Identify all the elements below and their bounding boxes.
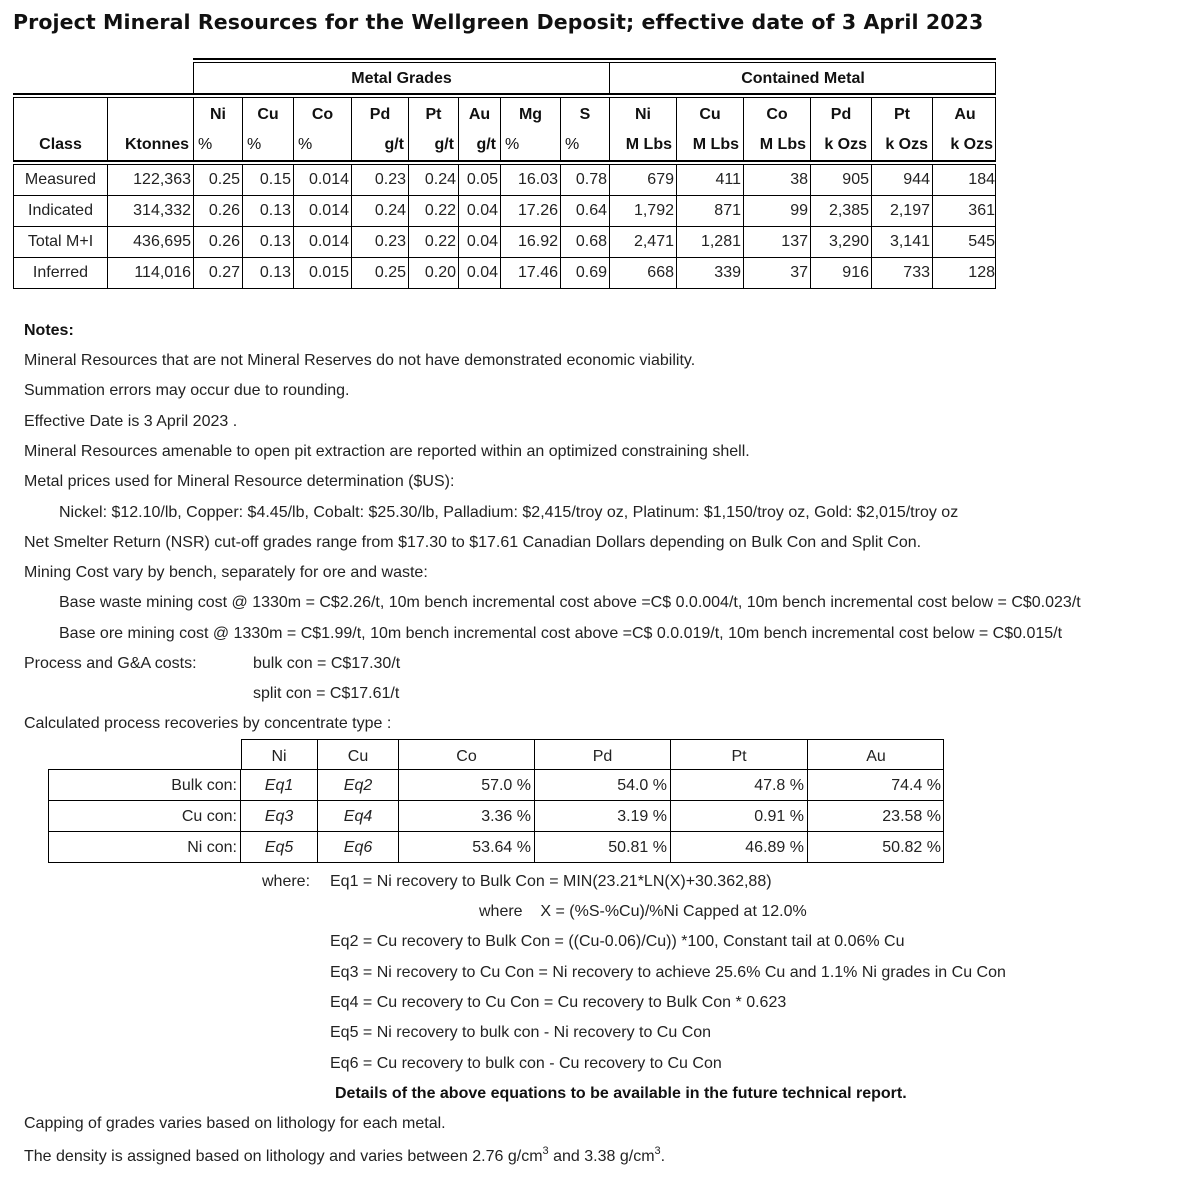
recovery-value: 53.64 % bbox=[399, 832, 535, 862]
column-header bbox=[610, 98, 677, 160]
page-title: Project Mineral Resources for the Wellgreen Deposit; effective date of 3 April 2023 bbox=[13, 10, 984, 34]
table-cell: 0.69 bbox=[561, 258, 610, 288]
process-cost-bulk: bulk con = C$17.30/t bbox=[253, 655, 401, 672]
table-cell: 411 bbox=[677, 165, 744, 195]
table-cell: 916 bbox=[811, 258, 872, 288]
column-header-unit: % bbox=[565, 136, 580, 153]
table-cell: 0.78 bbox=[561, 165, 610, 195]
table-cell: 0.26 bbox=[194, 196, 243, 226]
table-cell: 99 bbox=[744, 196, 811, 226]
table-cell: 184 bbox=[968, 171, 995, 188]
row-class-label: Indicated bbox=[14, 196, 108, 226]
equation-eq6: Eq6 = Cu recovery to bulk con - Cu recovery to Cu Con bbox=[330, 1055, 722, 1072]
column-header-name: Ni bbox=[210, 106, 226, 123]
column-header bbox=[561, 98, 610, 160]
column-header-unit: Ktonnes bbox=[125, 136, 189, 153]
density-text-c: . bbox=[660, 1148, 666, 1165]
recovery-row bbox=[49, 770, 943, 801]
recoveries-label: Calculated process recoveries by concentrate type : bbox=[24, 715, 392, 732]
table-cell: 2,385 bbox=[811, 196, 872, 226]
table-cell: 0.26 bbox=[194, 227, 243, 257]
table-cell: 0.68 bbox=[561, 227, 610, 257]
note-line: Effective Date is 3 April 2023 . bbox=[24, 413, 238, 430]
recovery-value: 54.0 % bbox=[535, 770, 671, 800]
equation-reference: Eq6 bbox=[318, 832, 399, 862]
recovery-row-label: Ni con: bbox=[49, 832, 241, 862]
table-body bbox=[13, 165, 996, 289]
table-cell: 0.014 bbox=[294, 196, 352, 226]
column-header bbox=[352, 98, 409, 160]
equation-eq5: Eq5 = Ni recovery to bulk con - Ni recovery to Cu Con bbox=[330, 1024, 712, 1041]
column-header-name: Pt bbox=[425, 106, 442, 123]
recovery-column-header: Cu bbox=[318, 740, 399, 770]
column-header-name: Pt bbox=[894, 106, 910, 123]
equation-reference: Eq3 bbox=[241, 801, 318, 831]
note-line: Summation errors may occur due to rounding. bbox=[24, 382, 350, 399]
note-line: Mining Cost vary by bench, separately for ore and waste: bbox=[24, 564, 428, 581]
recovery-table-body bbox=[48, 769, 944, 863]
column-header-unit: % bbox=[298, 136, 313, 153]
table-cell: 0.15 bbox=[243, 165, 294, 195]
recovery-header-row bbox=[241, 739, 944, 769]
recovery-value: 46.89 % bbox=[671, 832, 808, 862]
note-line: Net Smelter Return (NSR) cut-off grades range from $17.30 to $17.61 Canadian Dollars depending on Bulk Con and Split Con. bbox=[24, 534, 922, 551]
table-cell: 0.014 bbox=[294, 227, 352, 257]
table-cell: 1,792 bbox=[610, 196, 677, 226]
equations-details-note: Details of the above equations to be available in the future technical report. bbox=[335, 1085, 907, 1102]
table-row bbox=[14, 196, 995, 227]
note-line: Metal prices used for Mineral Resource determination ($US): bbox=[24, 473, 455, 490]
table-cell: 0.23 bbox=[352, 227, 409, 257]
table-cell: 679 bbox=[610, 165, 677, 195]
metal-prices-line: Nickel: $12.10/lb, Copper: $4.45/lb, Cobalt: $25.30/lb, Palladium: $2,415/troy oz, Platinum: $1,150/troy oz, Gold: $2,015/troy oz bbox=[59, 504, 959, 521]
column-header-unit: Class bbox=[39, 136, 82, 153]
column-header bbox=[409, 98, 459, 160]
column-header bbox=[933, 98, 997, 160]
notes-heading: Notes: bbox=[24, 322, 74, 339]
row-class-label: Total M+I bbox=[14, 227, 108, 257]
table-cell: 0.015 bbox=[294, 258, 352, 288]
equation-eq1: Eq1 = Ni recovery to Bulk Con = MIN(23.21*LN(X)+30.362,88) bbox=[330, 873, 772, 890]
table-cell: 2,197 bbox=[872, 196, 933, 226]
density-text-a: The density is assigned based on lithology and varies between 2.76 g/cm bbox=[24, 1148, 543, 1165]
equation-reference: Eq2 bbox=[318, 770, 399, 800]
column-header-name: Mg bbox=[518, 106, 543, 123]
table-cell: 137 bbox=[744, 227, 811, 257]
column-header-unit: M Lbs bbox=[759, 136, 806, 153]
table-cell: 0.27 bbox=[194, 258, 243, 288]
recovery-row-label: Bulk con: bbox=[49, 770, 241, 800]
column-header bbox=[677, 98, 744, 160]
recovery-value: 47.8 % bbox=[671, 770, 808, 800]
table-cell: 17.26 bbox=[501, 196, 561, 226]
column-header-unit: g/t bbox=[384, 136, 404, 153]
table-cell: 122,363 bbox=[108, 165, 194, 195]
recovery-row-label: Cu con: bbox=[49, 801, 241, 831]
column-header bbox=[744, 98, 811, 160]
column-header-name: Co bbox=[766, 106, 788, 123]
column-header-unit: M Lbs bbox=[625, 136, 672, 153]
table-cell: 0.014 bbox=[294, 165, 352, 195]
ore-mining-cost-line: Base ore mining cost @ 1330m = C$1.99/t, 10m bench incremental cost above =C$ 0.0.019/t, 10m bench incremental cost below = C$0.015/t bbox=[59, 625, 1063, 642]
group-header-row bbox=[193, 63, 996, 95]
table-cell: 2,471 bbox=[610, 227, 677, 257]
column-header-name: Co bbox=[311, 106, 334, 123]
table-cell: 339 bbox=[677, 258, 744, 288]
process-costs-label: Process and G&A costs: bbox=[24, 655, 197, 672]
row-class-label: Measured bbox=[14, 165, 108, 195]
column-header-name: Pd bbox=[830, 106, 852, 123]
column-header-unit: % bbox=[505, 136, 520, 153]
table-cell: 545 bbox=[968, 233, 995, 250]
table-cell: 0.04 bbox=[459, 196, 501, 226]
table-cell: 0.13 bbox=[243, 258, 294, 288]
density-note bbox=[24, 1145, 665, 1166]
table-cell: 3,141 bbox=[872, 227, 933, 257]
recovery-value: 50.81 % bbox=[535, 832, 671, 862]
column-header bbox=[108, 98, 194, 160]
equation-eq2: Eq2 = Cu recovery to Bulk Con = ((Cu-0.06)/Cu)) *100, Constant tail at 0.06% Cu bbox=[330, 933, 905, 950]
recovery-column-header: Ni bbox=[241, 740, 318, 770]
column-header-unit: k Ozs bbox=[950, 136, 993, 153]
table-cell: 3,290 bbox=[811, 227, 872, 257]
table-cell: 733 bbox=[872, 258, 933, 288]
table-cell: 0.22 bbox=[409, 196, 459, 226]
recovery-value: 23.58 % bbox=[882, 808, 941, 825]
column-header-name: Ni bbox=[635, 106, 651, 123]
column-header-name: Cu bbox=[257, 106, 279, 123]
table-cell: 944 bbox=[872, 165, 933, 195]
equation-eq4: Eq4 = Cu recovery to Cu Con = Cu recovery to Bulk Con * 0.623 bbox=[330, 994, 787, 1011]
table-cell: 0.64 bbox=[561, 196, 610, 226]
recovery-value: 3.36 % bbox=[399, 801, 535, 831]
column-header bbox=[459, 98, 501, 160]
table-cell: 0.13 bbox=[243, 196, 294, 226]
equation-reference: Eq5 bbox=[241, 832, 318, 862]
table-cell: 668 bbox=[610, 258, 677, 288]
table-cell: 0.05 bbox=[459, 165, 501, 195]
waste-mining-cost-line: Base waste mining cost @ 1330m = C$2.26/t, 10m bench incremental cost above =C$ 0.0.004/t, 10m bench incremental cost below = C$0.023/t bbox=[59, 594, 1081, 611]
table-row bbox=[14, 258, 995, 289]
table-cell: 17.46 bbox=[501, 258, 561, 288]
equation-eq1-where: where X = (%S-%Cu)/%Ni Capped at 12.0% bbox=[479, 903, 807, 920]
column-header bbox=[872, 98, 933, 160]
table-cell: 436,695 bbox=[108, 227, 194, 257]
table-row bbox=[14, 165, 995, 196]
table-cell: 0.04 bbox=[459, 227, 501, 257]
table-cell: 0.25 bbox=[352, 258, 409, 288]
group-header-metal-grades: Metal Grades bbox=[194, 63, 610, 95]
recovery-row bbox=[49, 832, 943, 862]
equation-eq3: Eq3 = Ni recovery to Cu Con = Ni recovery to achieve 25.6% Cu and 1.1% Ni grades in Cu Con bbox=[330, 964, 1006, 981]
table-cell: 0.04 bbox=[459, 258, 501, 288]
column-header-unit: g/t bbox=[476, 136, 496, 153]
column-header-unit: % bbox=[198, 136, 213, 153]
table-cell: 16.03 bbox=[501, 165, 561, 195]
group-header-contained-metal: Contained Metal bbox=[741, 70, 865, 87]
table-cell: 37 bbox=[744, 258, 811, 288]
column-header bbox=[194, 98, 243, 160]
column-header-unit: g/t bbox=[434, 136, 454, 153]
column-header-unit: % bbox=[247, 136, 262, 153]
column-header bbox=[294, 98, 352, 160]
column-header bbox=[501, 98, 561, 160]
recovery-column-header: Au bbox=[866, 748, 886, 765]
recovery-value: 74.4 % bbox=[891, 777, 941, 794]
table-cell: 114,016 bbox=[108, 258, 194, 288]
note-line: Mineral Resources amenable to open pit extraction are reported within an optimized constraining shell. bbox=[24, 443, 750, 460]
density-text-b: and 3.38 g/cm bbox=[548, 1148, 655, 1165]
equation-reference: Eq4 bbox=[318, 801, 399, 831]
column-header bbox=[14, 98, 108, 160]
column-header-name: Pd bbox=[369, 106, 391, 123]
recovery-value: 50.82 % bbox=[882, 839, 941, 856]
recovery-column-header: Co bbox=[399, 740, 535, 770]
table-cell: 0.22 bbox=[409, 227, 459, 257]
table-cell: 0.13 bbox=[243, 227, 294, 257]
table-cell: 871 bbox=[677, 196, 744, 226]
table-cell: 38 bbox=[744, 165, 811, 195]
table-cell: 16.92 bbox=[501, 227, 561, 257]
column-header-row bbox=[13, 98, 996, 160]
table-cell: 0.23 bbox=[352, 165, 409, 195]
column-header bbox=[243, 98, 294, 160]
table-cell: 0.24 bbox=[352, 196, 409, 226]
recovery-column-header: Pd bbox=[535, 740, 671, 770]
equation-reference: Eq1 bbox=[241, 770, 318, 800]
note-line: Mineral Resources that are not Mineral Reserves do not have demonstrated economic viability. bbox=[24, 352, 696, 369]
table-cell: 0.25 bbox=[194, 165, 243, 195]
table-row bbox=[14, 227, 995, 258]
table-cell: 128 bbox=[968, 264, 995, 281]
table-cell: 0.24 bbox=[409, 165, 459, 195]
table-cell: 361 bbox=[968, 202, 995, 219]
recovery-column-header: Pt bbox=[671, 740, 808, 770]
column-header-name: S bbox=[579, 106, 591, 123]
where-label: where: bbox=[262, 873, 311, 890]
column-header-name: Au bbox=[468, 106, 491, 123]
recovery-value: 3.19 % bbox=[535, 801, 671, 831]
recovery-value: 0.91 % bbox=[671, 801, 808, 831]
table-cell: 314,332 bbox=[108, 196, 194, 226]
superscript-3: 3 bbox=[542, 1145, 549, 1157]
process-cost-split: split con = C$17.61/t bbox=[253, 685, 400, 702]
table-cell: 1,281 bbox=[677, 227, 744, 257]
column-header-unit: k Ozs bbox=[824, 136, 867, 153]
table-cell: 0.20 bbox=[409, 258, 459, 288]
row-class-label: Inferred bbox=[14, 258, 108, 288]
column-header-unit: M Lbs bbox=[692, 136, 739, 153]
capping-note: Capping of grades varies based on lithology for each metal. bbox=[24, 1115, 446, 1132]
recovery-row bbox=[49, 801, 943, 832]
column-header-name: Cu bbox=[699, 106, 721, 123]
table-cell: 905 bbox=[811, 165, 872, 195]
column-header bbox=[811, 98, 872, 160]
column-header-name: Au bbox=[954, 106, 976, 123]
column-header-unit: k Ozs bbox=[885, 136, 928, 153]
superscript-3: 3 bbox=[654, 1145, 661, 1157]
recovery-value: 57.0 % bbox=[399, 770, 535, 800]
